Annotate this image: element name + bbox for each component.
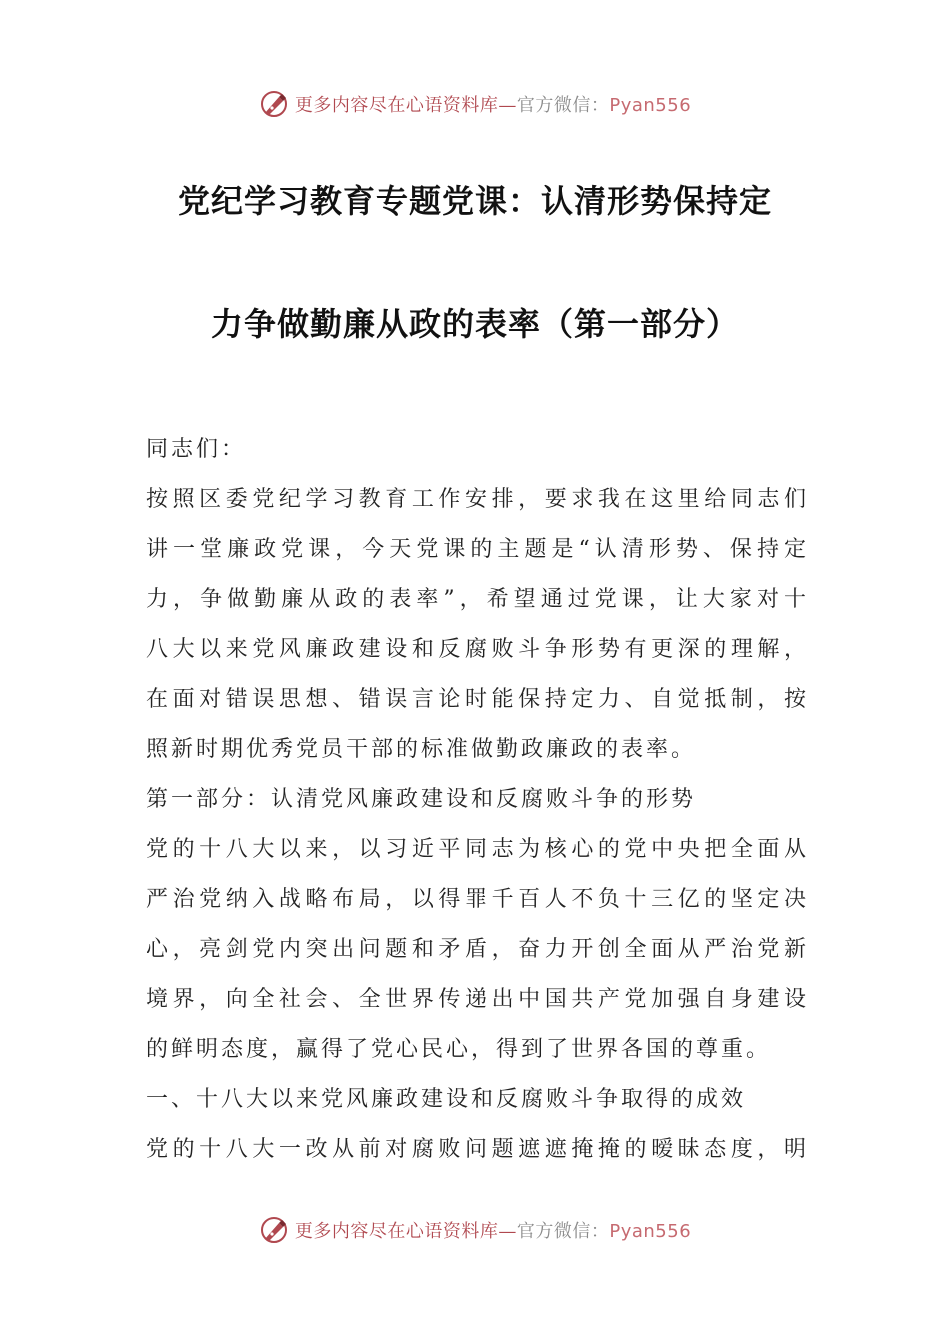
watermark-text (295, 1217, 691, 1243)
body-line: 照新时期优秀党员干部的标准做勤政廉政的表率。 (146, 737, 697, 762)
section-heading: 第一部分：认清党风廉政建设和反腐败斗争的形势 (146, 787, 697, 812)
watermark-wechat-label: 官方微信： (516, 95, 610, 116)
body-line: 心，亮剑党内突出问题和矛盾，奋力开创全面从严治党新 (146, 937, 806, 962)
salutation: 同志们： (146, 437, 247, 462)
body-line: 力，争做勤廉从政的表率”，希望通过党课，让大家对十 (146, 587, 806, 612)
watermark-account: Pyan556 (609, 95, 692, 116)
body-line: 境界，向全社会、全世界传递出中国共产党加强自身建设 (146, 987, 806, 1012)
watermark-slogan: 更多内容尽在心语资料库 (294, 95, 499, 116)
watermark-dash: — (498, 95, 517, 116)
body-line: 的鲜明态度，赢得了党心民心，得到了世界各国的尊重。 (146, 1037, 772, 1062)
body-line: 按照区委党纪学习教育工作安排，要求我在这里给同志们 (146, 487, 806, 512)
body-line: 八大以来党风廉政建设和反腐败斗争形势有更深的理解， (146, 637, 806, 662)
body-line: 党的十八大以来，以习近平同志为核心的党中央把全面从 (146, 837, 806, 862)
body-line: 讲一堂廉政党课，今天党课的主题是“认清形势、保持定 (146, 537, 806, 562)
subsection-heading: 一、十八大以来党风廉政建设和反腐败斗争取得的成效 (146, 1087, 747, 1112)
watermark-account: Pyan556 (609, 1221, 692, 1242)
watermark-wechat-label: 官方微信： (516, 1221, 610, 1242)
pen-nib-logo-icon (259, 1215, 289, 1245)
body-line: 在面对错误思想、错误言论时能保持定力、自觉抵制，按 (146, 687, 806, 712)
document-title-line-1: 党纪学习教育专题党课：认清形势保持定 (177, 182, 772, 220)
watermark-slogan: 更多内容尽在心语资料库 (294, 1221, 499, 1242)
document-title-line-2: 力争做勤廉从政的表率（第一部分） (210, 305, 739, 343)
body-line: 党的十八大一改从前对腐败问题遮遮掩掩的暧昧态度，明 (146, 1137, 806, 1162)
watermark-dash: — (498, 1221, 517, 1242)
footer-watermark (0, 1210, 950, 1250)
body-line: 严治党纳入战略布局，以得罪千百人不负十三亿的坚定决 (146, 887, 806, 912)
pen-nib-logo-icon (259, 89, 289, 119)
header-watermark (0, 84, 950, 124)
document-body (146, 425, 806, 1175)
watermark-text (295, 91, 691, 117)
